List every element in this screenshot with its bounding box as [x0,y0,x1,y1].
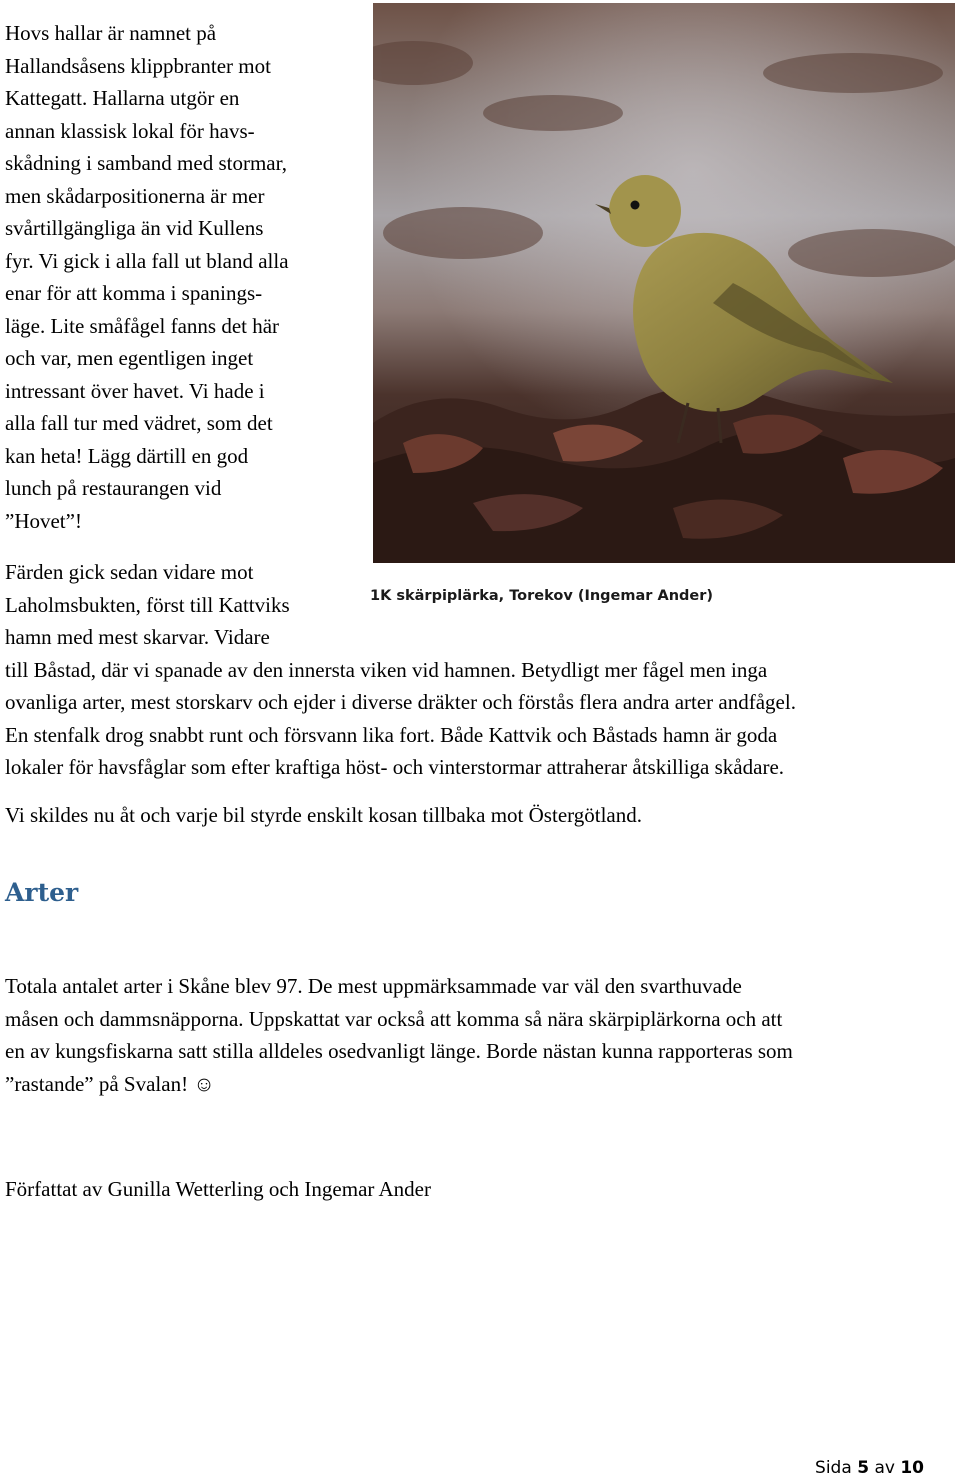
intro-lines-line: Kattegatt. Hallarna utgör en [5,86,240,110]
arter-paragraph [5,970,793,1100]
intro-lines-line: ”Hovet”! [5,508,82,533]
farden-lines-line: hamn med mest skarvar. Vidare [5,625,270,649]
intro-lines-line: lunch på restaurangen vid [5,476,222,500]
intro-lines-line: Hallandsåsens klippbranter mot [5,53,271,78]
intro-paragraph [5,17,350,537]
arter-lines-line: Totala antalet arter i Skåne blev 97. De mest uppmärksammade var väl den svarthuvade [5,974,742,998]
intro-lines-line: enar för att komma i spanings- [5,281,263,305]
page-of-label: av [874,1458,895,1478]
author-line: Författat av Gunilla Wetterling och Ingemar Ander [5,1177,431,1201]
farden-lines-line: Laholmsbukten, först till Kattviks [5,592,290,617]
arter-lines-line: en av kungsfiskarna satt stilla alldeles osedvanligt länge. Borde nästan kunna rapporteras som [5,1039,793,1063]
arter-lines-line: ”rastande” på Svalan! ☺ [5,1071,215,1096]
current-page: 5 [857,1458,870,1478]
farden-lines-line: En stenfalk drog snabbt runt och försvann lika fort. Både Kattvik och Båstads hamn är goda [5,722,778,747]
intro-lines-line: fyr. Vi gick i alla fall ut bland alla [5,248,289,273]
rock-pipit-photo [373,3,955,563]
skildes-paragraph: Vi skildes nu åt och varje bil styrde enskilt kosan tillbaka mot Östergötland. [5,803,642,827]
intro-lines-line: läge. Lite småfågel fanns det här [5,313,280,338]
intro-lines-line: men skådarpositionerna är mer [5,183,265,208]
photo-caption: 1K skärpiplärka, Torekov (Ingemar Ander) [370,588,714,604]
intro-lines-line: svårtillgängliga än vid Kullens [5,216,264,240]
farden-lines-line: lokaler för havsfåglar som efter kraftiga höst- och vinterstormar attraherar åtskilliga skådare. [5,755,785,779]
farden-lines-line: Färden gick sedan vidare mot [5,560,254,584]
farden-paragraph [5,556,796,784]
arter-heading: Arter [5,878,79,907]
page-number [815,1458,924,1478]
intro-lines-line: alla fall tur med vädret, som det [5,411,273,435]
intro-lines-line: kan heta! Lägg därtill en god [5,443,249,468]
total-pages: 10 [900,1458,924,1478]
farden-lines-line: till Båstad, där vi spanade av den innersta viken vid hamnen. Betydligt mer fågel men inga [5,657,768,682]
intro-lines-line: intressant över havet. Vi hade i [5,378,265,403]
page-label: Sida [815,1458,852,1478]
intro-lines-line: Hovs hallar är namnet på [5,21,217,45]
intro-lines-line: annan klassisk lokal för havs- [5,118,255,143]
intro-lines-line: skådning i samband med stormar, [5,151,288,175]
intro-lines-line: och var, men egentligen inget [5,346,254,370]
arter-lines-line: måsen och dammsnäpporna. Uppskattat var också att komma så nära skärpiplärkorna och att [5,1006,783,1031]
farden-lines-line: ovanliga arter, mest storskarv och ejder i diverse dräkter och förstås flera andra arter andfågel. [5,690,796,714]
